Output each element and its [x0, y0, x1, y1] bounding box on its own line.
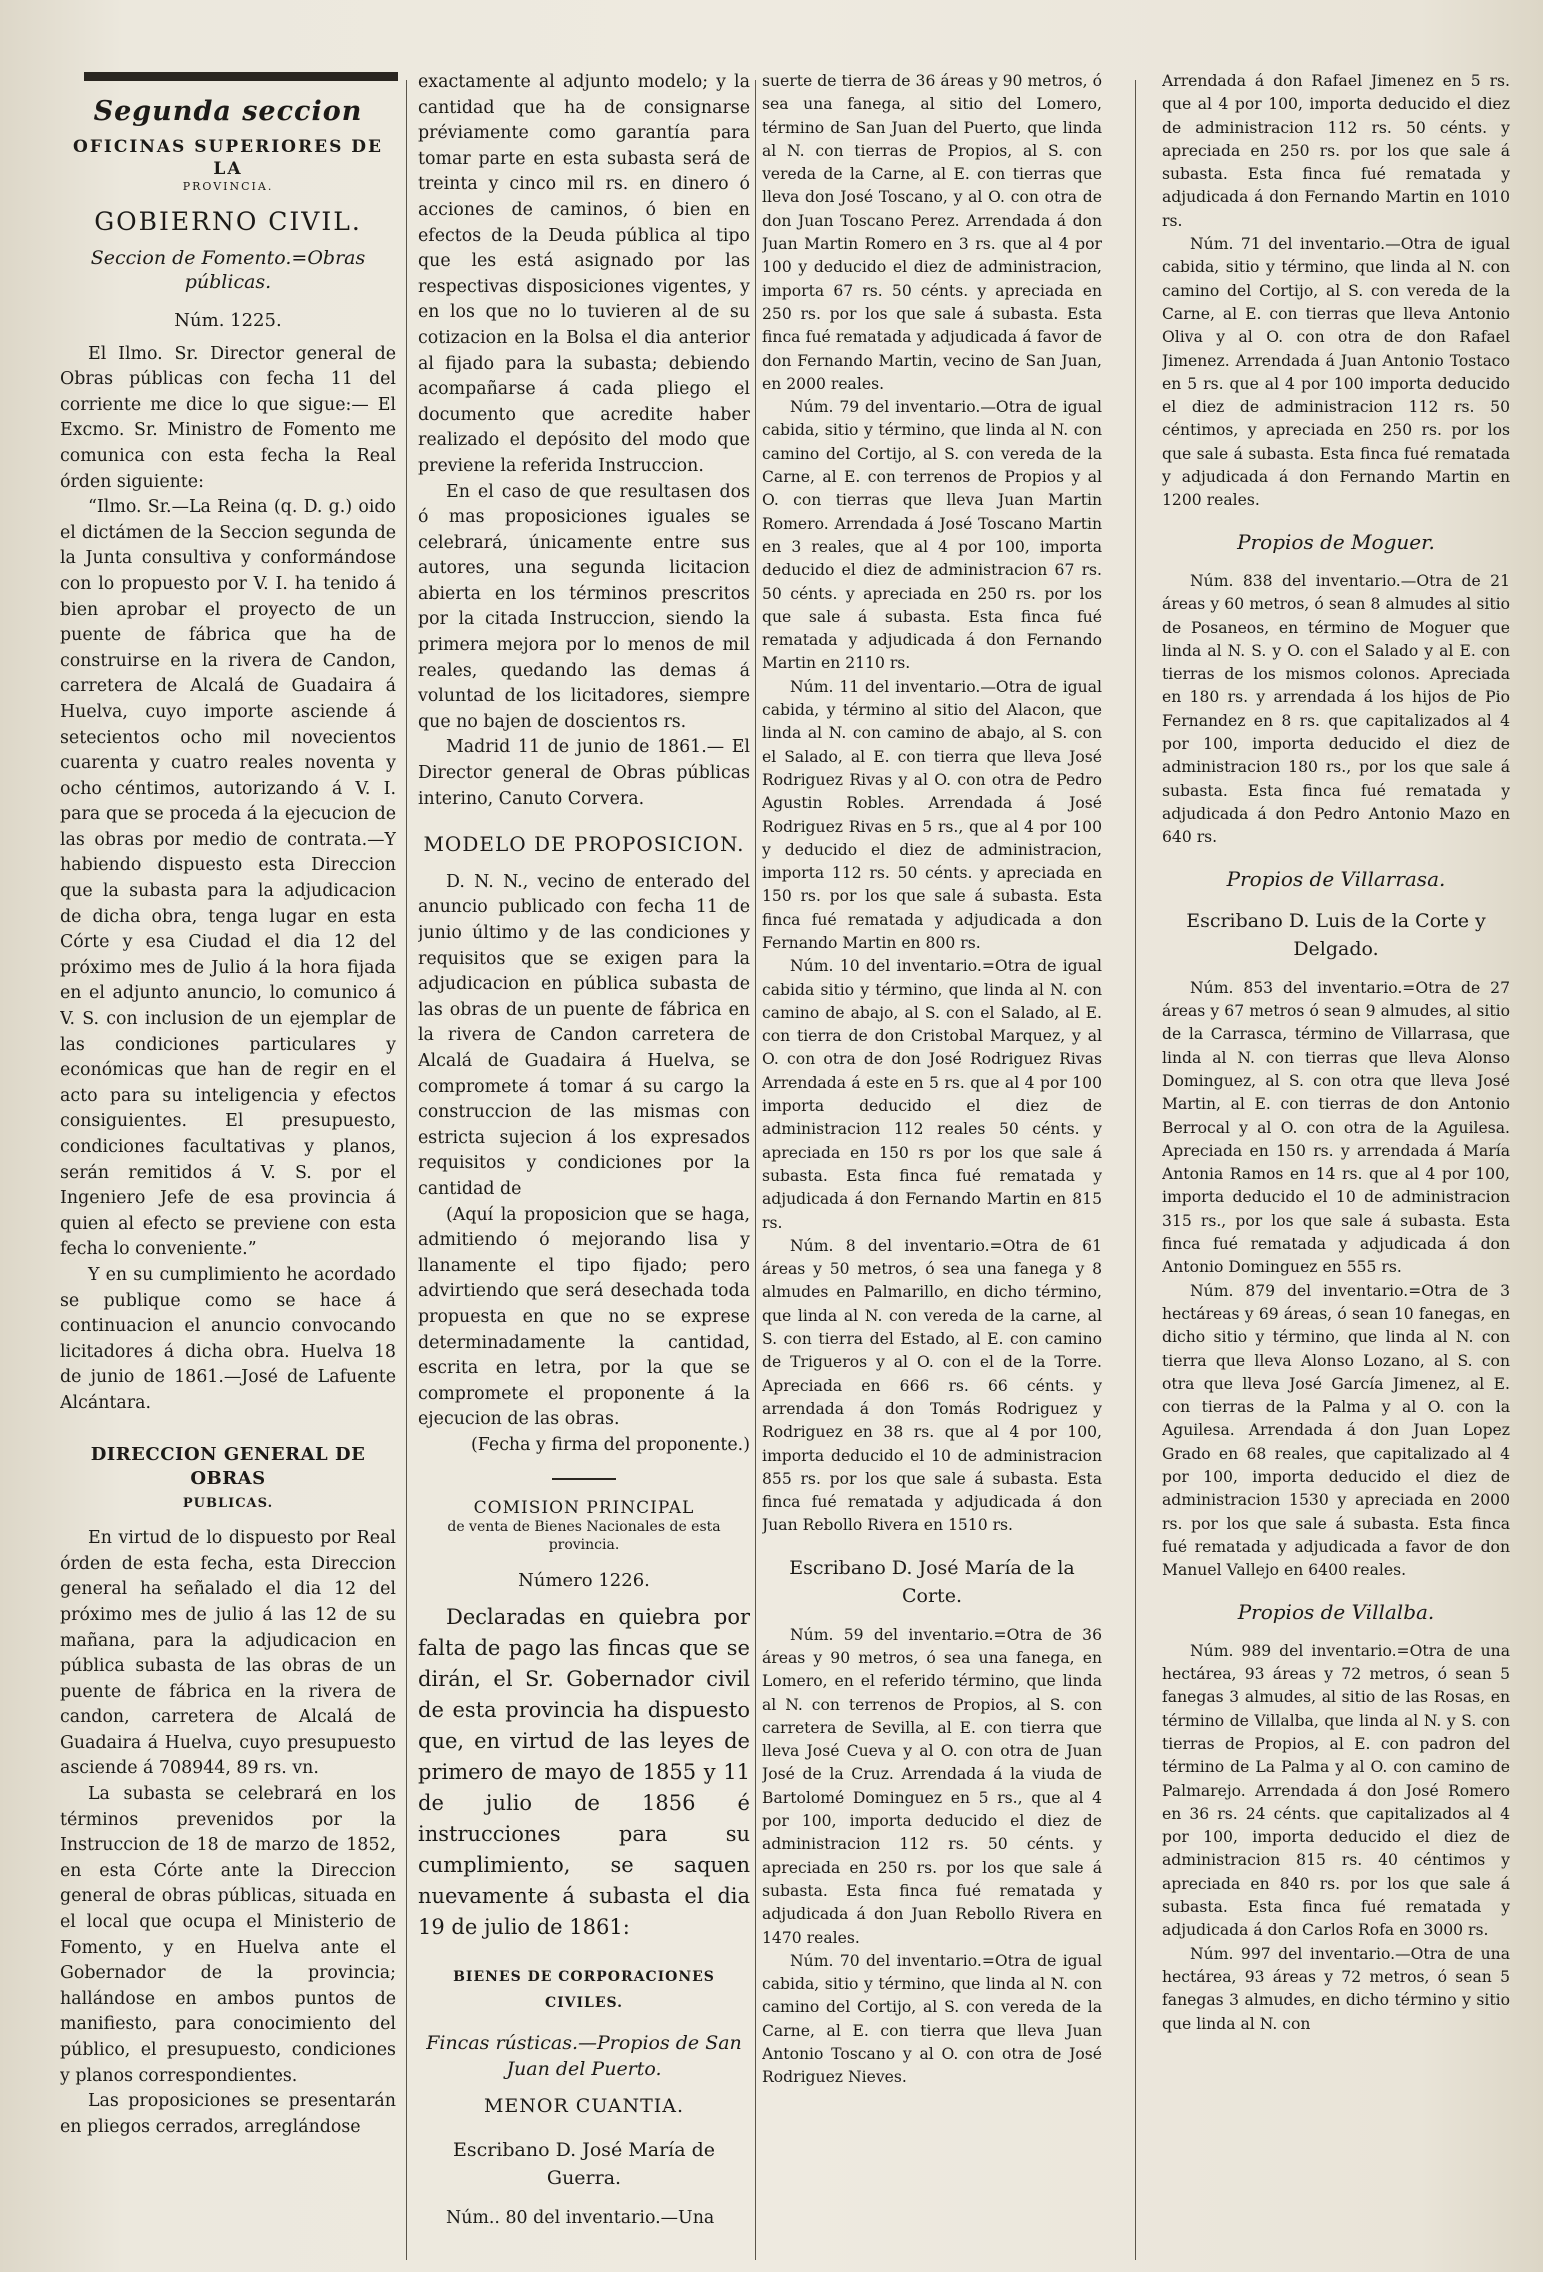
paragraph: Núm. 853 del inventario.=Otra de 27 áreas y 67 metros ó sean 9 almudes, al sitio de la Carrasca, término de Villarrasa, que linda al N. con tierras que lleva Alonso Dominguez, al S. con otra que lleva José Martin, al E. con tierras de don Antonio Berrocal y al O. con otra de la Aguilesa. Apreciada en 150 rs. y arrendada á María Antonia Ramos en 14 rs. que al 4 por 100, importa deducido el 10 de administracion 315 rs., por los que sale á subasta. Esta finca fué rematada y adjudicada á don Antonio Dominguez en 555 rs.: [1162, 978, 1510, 1277]
paragraph: Declaradas en quiebra por falta de pago las fincas que se dirán, el Sr. Gobernador civil de esta provincia ha dispuesto que, en virtud de las leyes de primero de mayo de 1855 y 11 de julio de 1856 é instrucciones para su cumplimiento, se saquen nuevamente á subasta el dia 19 de julio de 1861:: [418, 1605, 750, 1940]
paragraph: suerte de tierra de 36 áreas y 90 metros, ó sea una fanega, al sitio del Lomero, término de San Juan del Puerto, que linda al N. con tierras de Propios, al S. con vereda de la Carne, al E. con tierras que lleva don José Toscano, y al O. con otra de don Juan Toscano Perez. Arrendada á don Juan Martin Romero en 3 rs. que al 4 por 100 y deducido el diez de administracion, importa 67 rs. 50 cénts. y apreciada en 250 rs. por los que sale á subasta. Esta finca fué rematada y adjudicada á favor de don Fernando Martin, vecino de San Juan, en 2000 reales.: [762, 72, 1102, 393]
paragraph: En el caso de que resultasen dos ó mas proposiciones iguales se celebrará, únicamente entre sus autores, una segunda licitacion abierta en los términos prescritos por la citada Instruccion, siendo la primera mejora por lo menos de mil reales, quedando las demas á voluntad de los licitadores, siempre que no bajen de doscientos rs.: [418, 481, 750, 732]
paragraph: Núm. 10 del inventario.=Otra de igual cabida sitio y término, que linda al N. con camino de abajo, al S. con el Salado, al E. con tierra de don Cristobal Marquez, y al O. con otra de don José Rodriguez Rivas Arrendada á este en 5 rs. que al 4 por 100 importa deducido el diez de administracion 112 reales 50 cénts. y apreciada en 150 rs por los que sale á subasta. Esta finca fué rematada y adjudicada á don Fernando Martin en 815 rs.: [762, 957, 1102, 1232]
notice-number: Núm. 1225.: [174, 310, 282, 331]
paragraph: Núm. 71 del inventario.—Otra de igual cabida, sitio y término, que linda al N. con camino del Cortijo, al S. con vereda de la Carne, al E. con tierras que lleva Antonio Oliva y al O. con otra de don Rafael Jimenez. Arrendada á Juan Antonio Tostaco en 5 rs. que al 4 por 100 importa deducido el diez de administracion 112 rs. 50 céntimos, y apreciada en 250 rs. por los que sale á subasta. Esta finca fué rematada y adjudicada á don Fernando Martin en 1200 reales.: [1162, 235, 1510, 510]
paragraph: (Aquí la proposicion que se haga, admitiendo ó mejorando lisa y llanamente el tipo fijado; pero advirtiendo que será desechada toda propuesta en que no se exprese determinadamente la cantidad, escrita en letra, por la que se compromete el proponente á la ejecucion de las obras.: [418, 1204, 750, 1430]
escribano-heading: Escribano D. José María de la Corte.: [789, 1556, 1075, 1607]
direccion-subheading: PUBLICAS.: [182, 1495, 274, 1511]
paragraph: Núm. 989 del inventario.=Otra de una hectárea, 93 áreas y 72 metros, ó sean 5 fanegas 3 almudes, al sitio de las Rosas, en término de Villalba, que linda al N. y S. con tierras de Propios, al E. con padron del término de La Palma y al O. con camino de Palmarejo. Arrendada á don José Romero en 36 rs. 24 cénts. que capitalizados al 4 por 100, importa deducido el diez de administracion 815 rs. 40 céntimos y apreciada en 840 rs. por los que sale á subasta. Esta finca fué rematada y adjudicada á don Carlos Rofa en 3000 rs.: [1162, 1641, 1510, 1940]
paragraph: Núm.. 80 del inventario.—Una: [446, 2207, 715, 2228]
comision-subheading: de venta de Bienes Nacionales de esta provincia.: [447, 1519, 721, 1554]
column-2: [418, 70, 750, 2252]
paragraph: “Ilmo. Sr.—La Reina (q. D. g.) oido el dictámen de la Seccion segunda de la Junta consultiva y conformándose con lo propuesto por V. I. ha tenido á bien aprobar el proyecto de un puente de fábrica que ha de construirse en la rivera de Candon, carretera de Alcalá de Guadaira á Huelva, cuyo importe asciende á setecientos ocho mil novecientos cuarenta y cuatro reales noventa y ocho céntimos, autorizando á V. I. para que se proceda á la ejecucion de las obras por medio de contrata.—Y habiendo dispuesto esta Direccion que la subasta para la adjudicacion de dicha obra, tenga lugar en esta Córte y esa Ciudad el dia 12 del próximo mes de Julio á la hora fijada en el adjunto anuncio, lo comunico á V. S. con inclusion de un ejemplar de las condiciones particulares y económicas que han de regir en el acto para su inteligencia y efectos consiguientes. El presupuesto, condiciones facultativas y planos, serán remitidos á V. S. por el Ingeniero Jefe de esa provincia á quien al efecto se previene con esta fecha lo conveniente.”: [60, 497, 396, 1260]
escribano-heading: Escribano D. José María de Guerra.: [452, 2138, 716, 2189]
signature-line: (Fecha y firma del proponente.): [471, 1434, 750, 1455]
section-title: Segunda seccion: [93, 96, 363, 127]
direccion-heading: DIRECCION GENERAL DE OBRAS: [90, 1443, 366, 1489]
propios-heading: Propios de Villarrasa.: [1226, 866, 1446, 891]
paragraph: Núm. 838 del inventario.—Otra de 21 áreas y 60 metros, ó sean 8 almudes al sitio de Posaneos, en término de Moguer que linda al N. S. y O. con el Salado y al E. con tierras de los mismos colonos. Apreciada en 180 rs. y arrendada á los hijos de Pio Fernandez en 8 rs. que capitalizados al 4 por 100, importa deducido el diez de administracion 180 rs., por los que sale á subasta. Esta finca fué rematada y adjudicada á don Pedro Antonio Mazo en 640 rs.: [1162, 571, 1510, 847]
modelo-heading: MODELO DE PROPOSICION.: [423, 832, 745, 857]
paragraph: Núm. 11 del inventario.—Otra de igual cabida, y término al sitio del Alacon, que linda al N. con camino de abajo, al S. con el Salado, al E. con tierra que lleva José Rodriguez Rivas y al O. con otra de Pedro Agustin Robles. Arrendada á José Rodriguez Rivas en 5 rs., que al 4 por 100 y deducido el diez de administracion, importa 112 rs. 50 cénts. y apreciada en 150 rs. por los que sale á subasta. Esta finca fué rematada y adjudicada a don Fernando Martin en 800 rs.: [762, 677, 1102, 952]
menor-cuantia-heading: MENOR CUANTIA.: [483, 2095, 685, 2118]
column-rule-3: [1135, 80, 1136, 2260]
paragraph: Núm. 879 del inventario.=Otra de 3 hectáreas y 69 áreas, ó sean 10 fanegas, en dicho sitio y término, que linda al N. con tierra que lleva Alonso Lozano, al S. con otra que lleva José García Jimenez, al E. con tierras de la Palma y al O. con la Aguilesa. Arrendada á don Juan Lopez Grado en 68 reales, que capitalizado al 4 por 100, importa deducido el diez de administracion 1530 y apreciada en 2000 rs. por los que sale á subasta. Esta finca fué rematada y adjudicada a favor de don Manuel Vallejo en 6400 reales.: [1162, 1281, 1510, 1580]
paragraph: En virtud de lo dispuesto por Real órden de esta fecha, esta Direccion general ha señalado el dia 12 del próximo mes de julio á las 12 de su mañana, para la adjudicacion en pública subasta de las obras de un puente de fábrica en la rivera de candon, carretera de Alcalá de Guadaira á Huelva, cuyo presupuesto asciende á 708944, 89 rs. vn.: [60, 1528, 396, 1779]
paragraph: exactamente al adjunto modelo; y la cantidad que ha de consignarse préviamente como garantía para tomar parte en esta subasta será de treinta y cinco mil rs. en dinero ó acciones de caminos, ó bien en efectos de la Deuda pública al tipo que les está asignado por las respectivas disposiciones vigentes, y en los que no lo tuvieren al de su cotizacion en la Bolsa el dia anterior al fijado para la subasta; debiendo acompañarse á cada pliego el documento que acredite haber realizado el depósito del modo que previene la referida Instruccion.: [418, 72, 750, 476]
propios-heading: Propios de Villalba.: [1237, 1599, 1435, 1624]
paragraph: Núm. 70 del inventario.=Otra de igual cabida, sitio y término, que linda al N. con camino del Cortijo, al S. con vereda de la Carne, al E. con tierra que lleva Juan Antonio Toscano y al O. con otra de José Rodriguez Nieves.: [762, 1951, 1102, 2087]
paragraph: Arrendada á don Rafael Jimenez en 5 rs. que al 4 por 100, importa deducido el diez de administracion 112 rs. 50 cénts. y apreciada en 250 rs. por los que sale á subasta. Esta finca fué rematada y adjudicada á don Fernando Martin en 1010 rs.: [1162, 72, 1510, 230]
paragraph: D. N. N., vecino de enterado del anuncio publicado con fecha 11 de junio último y de las condiciones y requisitos que se exigen para la adjudicacion en pública subasta de las obras de un puente de fábrica en la rivera de Candon carretera de Alcalá de Guadaira á Huelva, se compromete á tomar á su cargo la construccion de las mismas con estricta sujecion á los expresados requisitos y condiciones por la cantidad de: [418, 871, 750, 1199]
propios-heading: Propios de Moguer.: [1237, 529, 1435, 554]
separator: [552, 1478, 616, 1480]
provincia-heading: PROVINCIA.: [182, 180, 274, 193]
column-rule-1: [406, 80, 407, 2260]
notice-number: Número 1226.: [518, 1570, 650, 1592]
paragraph: Núm. 8 del inventario.=Otra de 61 áreas y 50 metros, ó sea una fanega y 8 almudes en Palmarillo, en dicho término, que linda al N. con vereda de la carne, al S. con tierra del Estado, al E. con camino de Trigueros y al O. con el de la Torre. Apreciada en 666 rs. 66 cénts. y arrendada á don Tomás Rodriguez y Rodriguez en 38 rs. que al 4 por 100, importa deducido el 10 de administracion 855 rs. por los que sale á subasta. Esta finca fué rematada y adjudicada á don Juan Rebollo Rivera en 1510 rs.: [762, 1236, 1102, 1535]
fincas-heading: Fincas rústicas.—Propios de San Juan del Puerto.: [426, 2032, 742, 2081]
fomento-subheading: Seccion de Fomento.=Obras públicas.: [90, 247, 366, 293]
paragraph: Núm. 997 del inventario.—Otra de una hectárea, 93 áreas y 72 metros, ó sean 5 fanegas 3 almudes, en dicho término y sitio que linda al N. con: [1162, 1944, 1510, 2033]
oficinas-heading: OFICINAS SUPERIORES DE LA: [73, 137, 383, 179]
paragraph: Y en su cumplimiento he acordado se publique como se hace á continuacion el anuncio convocando licitadores á dicha obra. Huelva 18 de junio de 1861.—José de Lafuente Alcántara.: [60, 1264, 396, 1413]
paragraph: Núm. 59 del inventario.=Otra de 36 áreas y 90 metros, ó sea una fanega, en Lomero, en el referido término, que linda al N. con terrenos de Propios, al S. con carretera de Sevilla, al E. con tierra que lleva José Cueva y al O. con otra de Juan José de la Cruz. Arrendada á la viuda de Bartolomé Dominguez en 5 rs., que al 4 por 100, importa deducido el diez de administracion 112 rs. 50 cénts. y apreciada en 250 rs. por los que sale á subasta. Esta finca fué rematada y adjudicada á don Juan Rebollo Rivera en 1470 reales.: [762, 1625, 1102, 1947]
column-4: [1162, 70, 1510, 2252]
paragraph: El Ilmo. Sr. Director general de Obras públicas con fecha 11 del corriente me dice lo que sigue:— El Excmo. Sr. Ministro de Fomento me comunica con esta fecha la Real órden siguiente:: [60, 343, 396, 492]
gobierno-heading: GOBIERNO CIVIL.: [94, 207, 362, 236]
bienes-heading: BIENES DE CORPORACIONES CIVILES.: [453, 1969, 715, 2011]
paragraph: Núm. 79 del inventario.—Otra de igual cabida, sitio y término, que linda al N. con camino del Cortijo, al S. con vereda de la Carne, al E. con terrenos de Propios y al O. con tierras que lleva Juan Martin Romero. Arrendada á José Toscano Martin en 3 reales, que al 4 por 100, importa deducido el diez de administracion 67 rs. 50 cénts. y apreciada en 250 rs. por los que sale á subasta. Esta finca fué rematada y adjudicada á don Fernando Martin en 2110 rs.: [762, 398, 1102, 673]
paragraph: Las proposiciones se presentarán en pliegos cerrados, arreglándose: [60, 2091, 396, 2137]
column-1: [60, 70, 396, 2252]
comision-heading: COMISION PRINCIPAL: [473, 1498, 695, 1519]
paragraph: Madrid 11 de junio de 1861.— El Director general de Obras públicas interino, Canuto Corvera.: [418, 737, 750, 809]
column-3: [762, 70, 1102, 2252]
paragraph: La subasta se celebrará en los términos prevenidos por la Instruccion de 18 de marzo de 1852, en esta Córte ante la Direccion general de obras públicas, situada en el local que ocupa el Ministerio de Fomento, y en Huelva ante el Gobernador de la provincia; hallándose en ambos puntos de manifiesto, para conocimiento del público, el presupuesto, condiciones y planos correspondientes.: [60, 1784, 396, 2086]
column-rule-2: [755, 80, 756, 2260]
escribano-heading: Escribano D. Luis de la Corte y Delgado.: [1186, 909, 1486, 960]
